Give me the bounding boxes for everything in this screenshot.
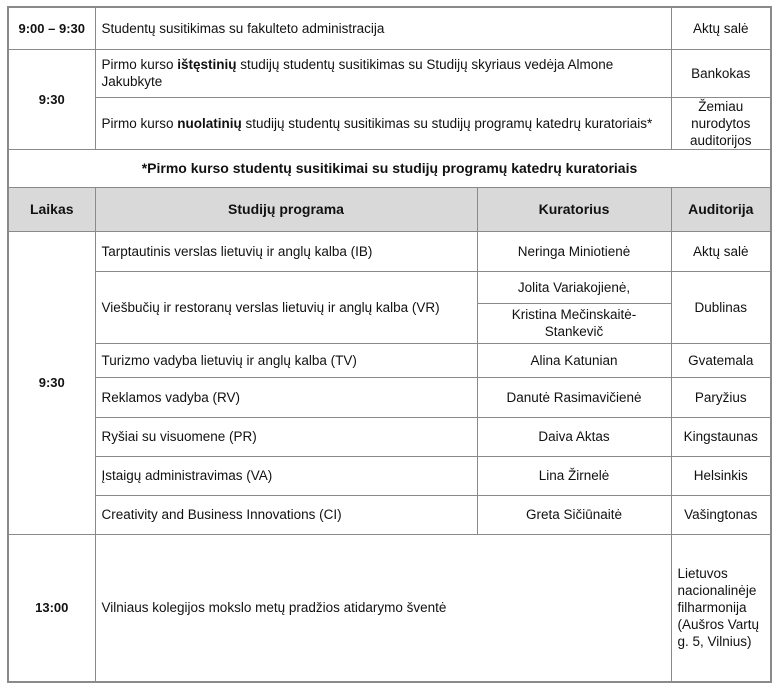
- event-text: Vilniaus kolegijos mokslo metų pradžios atidarymo šventė: [95, 534, 671, 682]
- header-program: Studijų programa: [95, 187, 477, 231]
- curator-cell: Lina Žirnelė: [477, 456, 671, 495]
- schedule-row-admin: [8, 7, 771, 49]
- event-text: Studentų susitikimas su fakulteto administracija: [95, 7, 671, 49]
- header-room: Auditorija: [671, 187, 771, 231]
- table-row: [8, 343, 771, 377]
- room-cell: Paryžius: [671, 377, 771, 417]
- room-cell: Dublinas: [671, 271, 771, 343]
- event-text-pre: Pirmo kurso: [101, 115, 178, 131]
- curator-cell: Greta Sičiūnaitė: [477, 495, 671, 534]
- program-cell: Turizmo vadyba lietuvių ir anglų kalba (TV): [95, 343, 477, 377]
- event-text: [95, 49, 671, 97]
- curator-cell: Neringa Miniotienė: [477, 231, 671, 271]
- room-cell: Gvatemala: [671, 343, 771, 377]
- room-cell: Lietuvos nacionalinėje filharmonija (Aušros Vartų g. 5, Vilnius): [671, 534, 771, 682]
- event-text-bold: nuolatinių: [177, 115, 242, 131]
- curator-cell: Daiva Aktas: [477, 417, 671, 456]
- section-banner: *Pirmo kurso studentų susitikimai su studijų programų katedrų kuratoriais: [8, 149, 771, 187]
- table-row: [8, 377, 771, 417]
- header-time: Laikas: [8, 187, 95, 231]
- program-cell: Reklamos vadyba (RV): [95, 377, 477, 417]
- room-cell: Helsinkis: [671, 456, 771, 495]
- event-text-post: studijų studentų susitikimas su Studijų skyriaus vedėja Almone Jakubkyte: [101, 57, 614, 89]
- room-cell: Bankokas: [671, 49, 771, 97]
- program-cell: Creativity and Business Innovations (CI): [95, 495, 477, 534]
- time-cell: 9:00 – 9:30: [8, 7, 95, 49]
- curator-cell: Alina Katunian: [477, 343, 671, 377]
- header-curator: Kuratorius: [477, 187, 671, 231]
- event-text-pre: Pirmo kurso: [101, 57, 178, 72]
- event-text-bold: ištęstinių: [177, 57, 237, 72]
- room-cell: Žemiau nurodytos auditorijos: [671, 97, 771, 149]
- curator-cell: Danutė Rasimavičienė: [477, 377, 671, 417]
- schedule-row-extramural: [8, 49, 771, 97]
- schedule-table: [7, 6, 772, 683]
- program-cell: Tarptautinis verslas lietuvių ir anglų kalba (IB): [95, 231, 477, 271]
- event-text-post: studijų studentų susitikimas su studijų programų katedrų kuratoriais*: [241, 115, 653, 131]
- schedule-row-ceremony: [8, 534, 771, 682]
- event-text: [95, 97, 671, 149]
- program-cell: Įstaigų administravimas (VA): [95, 456, 477, 495]
- banner-row: [8, 149, 771, 187]
- table-row: [8, 417, 771, 456]
- time-cell: 9:30: [8, 231, 95, 534]
- room-cell: Aktų salė: [671, 231, 771, 271]
- table-row: [8, 495, 771, 534]
- time-cell: 9:30: [8, 49, 95, 149]
- table-row: [8, 271, 771, 303]
- program-cell: Ryšiai su visuomene (PR): [95, 417, 477, 456]
- room-cell: Aktų salė: [671, 7, 771, 49]
- room-cell: Kingstaunas: [671, 417, 771, 456]
- header-row: [8, 187, 771, 231]
- room-cell: Vašingtonas: [671, 495, 771, 534]
- table-row: [8, 456, 771, 495]
- curator-cell: Jolita Variakojienė,: [477, 271, 671, 303]
- schedule-row-fulltime: [8, 97, 771, 149]
- program-cell: Viešbučių ir restoranų verslas lietuvių ir anglų kalba (VR): [95, 271, 477, 343]
- time-cell: 13:00: [8, 534, 95, 682]
- curator-cell: Kristina Mečinskaitė-Stankevič: [477, 303, 671, 343]
- table-row: [8, 231, 771, 271]
